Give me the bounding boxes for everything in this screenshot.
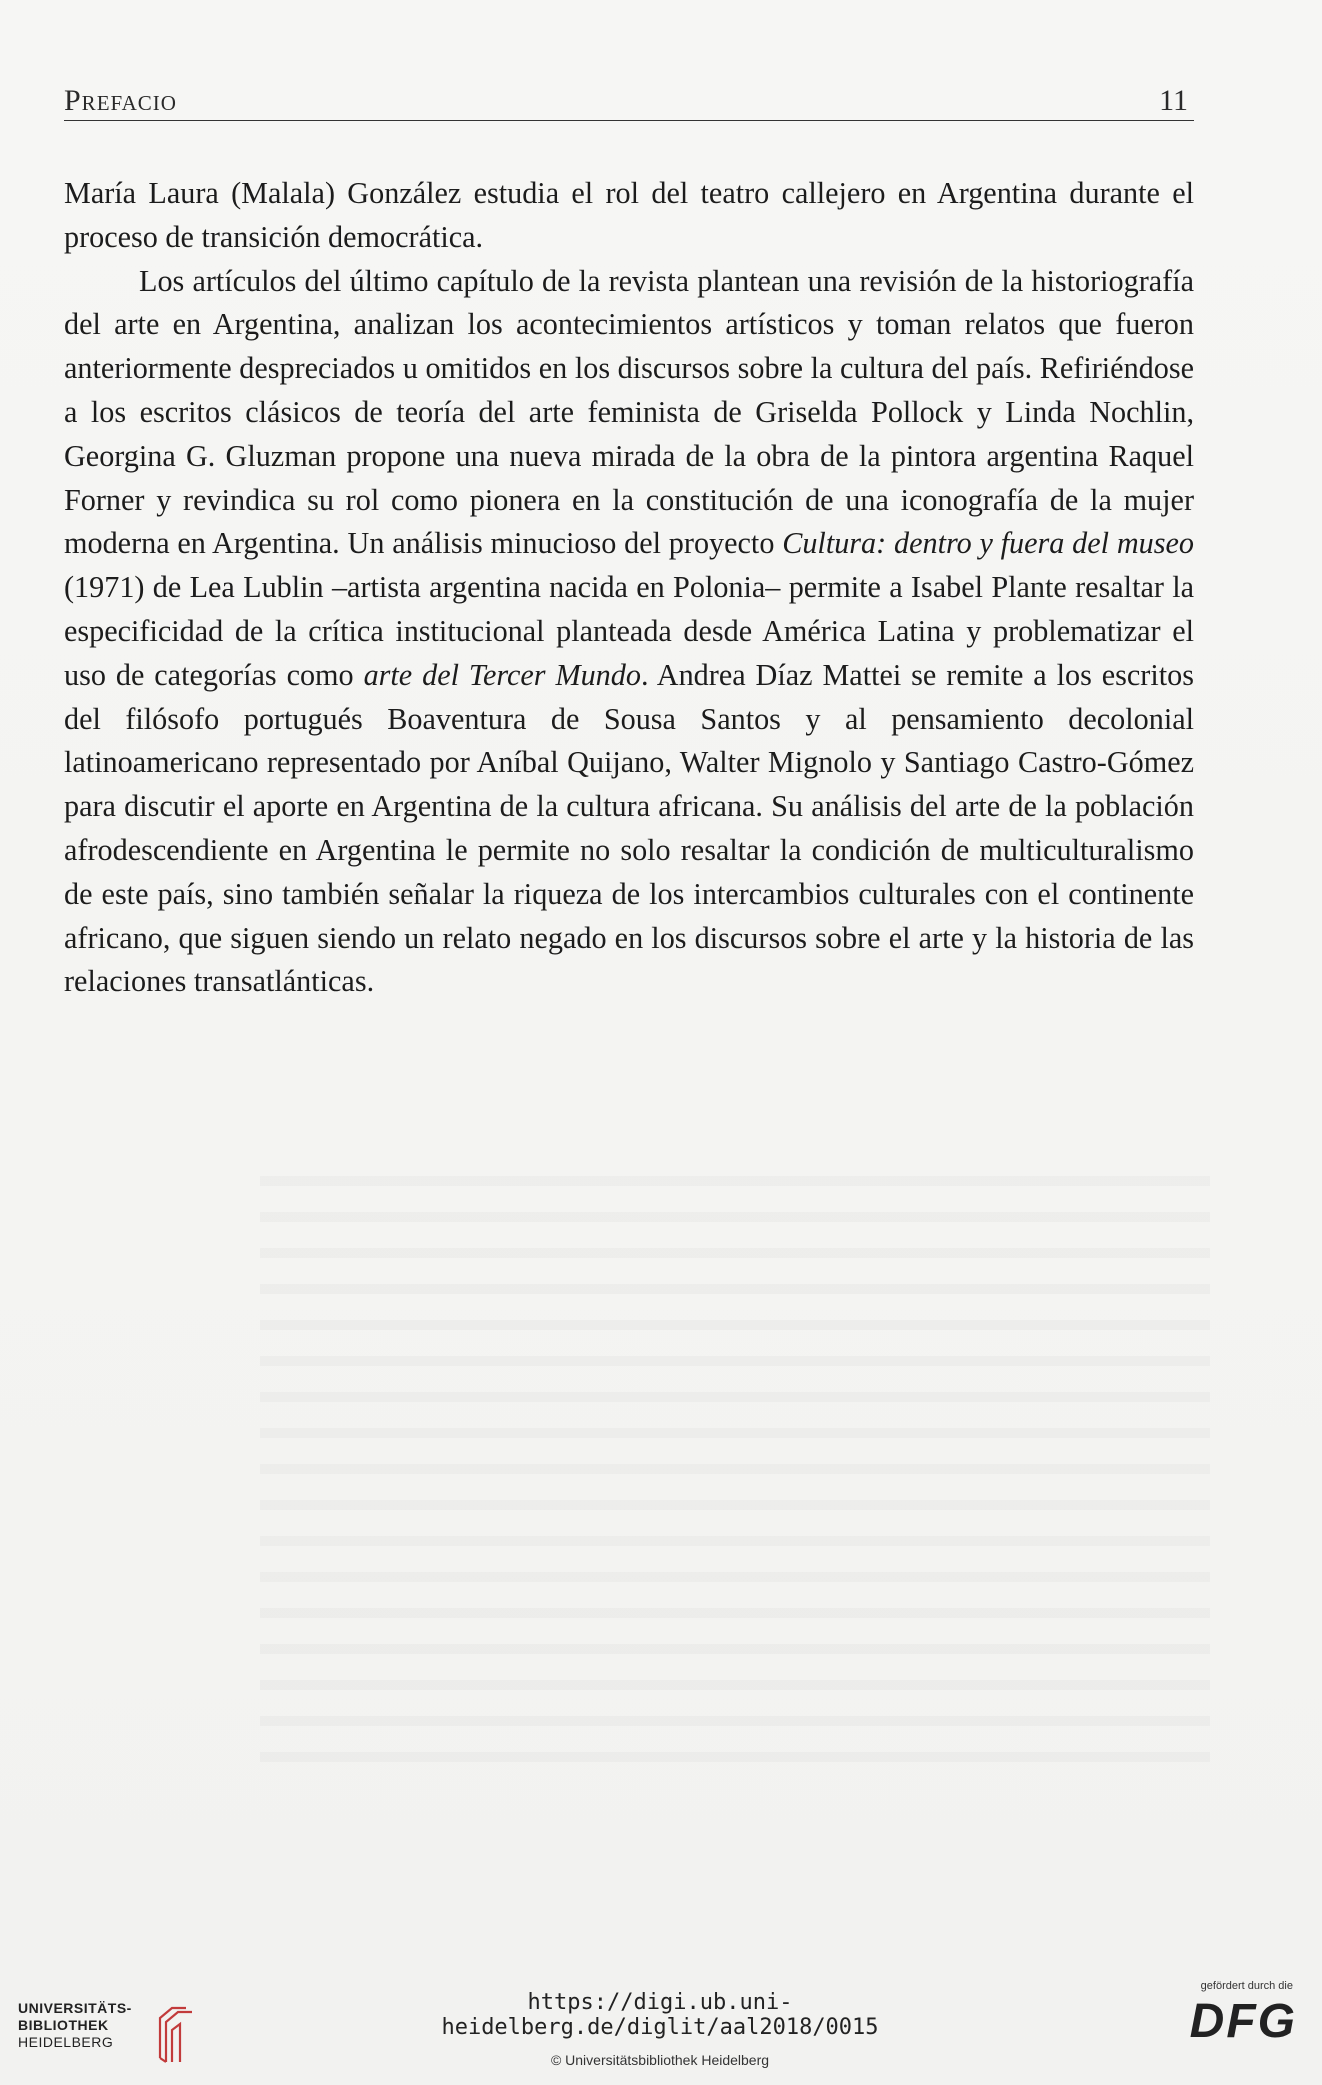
library-line-2: BIBLIOTHEK [18,2017,109,2033]
source-url[interactable]: https://digi.ub.uni-heidelberg.de/diglit/aal2018/0015 [441,1990,879,2040]
paragraph-2 [64,260,1194,1005]
library-line-3: HEIDELBERG [18,2034,114,2050]
dfg-wordmark: DFG [1189,1995,1297,2048]
paragraph-1 [64,172,1194,260]
library-logo [18,2000,198,2070]
paragraph-2-text-c: . Andrea Díaz Mattei se remite a los escritos del filósofo portugués Boaventura de Sousa Santos y al pensamiento decolonial latinoamericano representado por Aníbal Quijano, Walter Mignolo y Santiago Castro-Gómez para discutir el aporte en Argentina de la cultura africana. Su análisis del arte de la población afrodescendiente en Argentina le permite no solo resaltar la condición de multiculturalismo de este país, sino también señalar la riqueza de los intercambios culturales con el continente africano, que siguen siendo un relato negado en los discursos sobre el arte y la historia de las relaciones transatlánticas. [64,657,1194,999]
library-line-1: UNIVERSITÄTS- [18,2000,132,2016]
ub-heidelberg-logo-icon [142,2000,202,2070]
digitization-footer [0,1960,1322,2085]
page-number: 11 [1159,84,1188,117]
italic-title-cultura: Cultura: dentro y fuera del museo [782,526,1194,561]
bleed-through-texture [260,1150,1210,1770]
italic-term-tercer-mundo: arte del Tercer Mundo [363,657,641,692]
page-header [64,80,1194,121]
dfg-logo [1170,1980,1315,2080]
paragraph-2-text-a: Los artículos del último capítulo de la revista plantean una revisión de la historiografía del arte en Argentina, analizan los acontecimientos artísticos y toman relatos que fueron anteriormente despreciados u omitidos en los discursos sobre la cultura del país. Refiriéndose a los escritos clásicos de teoría del arte feminista de Griselda Pollock y Linda Nochlin, Georgina G. Gluzman propone una nueva mirada de la obra de la pintora argentina Raquel Forner y revindica su rol como pionera en la constitución de una iconografía de la mujer moderna en Argentina. Un análisis minucioso del proyecto [64,263,1194,561]
paragraph-2-text-b: (1971) de Lea Lublin –artista argentina nacida en Polonia– permite a Isabel Plante resaltar la especificidad de la crítica institucional planteada desde América Latina y problematizar el uso de categorías como [64,570,1194,692]
paragraph-1-text: María Laura (Malala) González estudia el rol del teatro callejero en Argentina durante el proceso de transición democrática. [64,176,1194,254]
running-head: Prefacio [64,84,177,117]
funding-note: gefördert durch die [1200,1980,1293,1992]
copyright-notice: © Universitätsbibliothek Heidelberg [550,2052,770,2068]
body-text [64,172,1194,1004]
